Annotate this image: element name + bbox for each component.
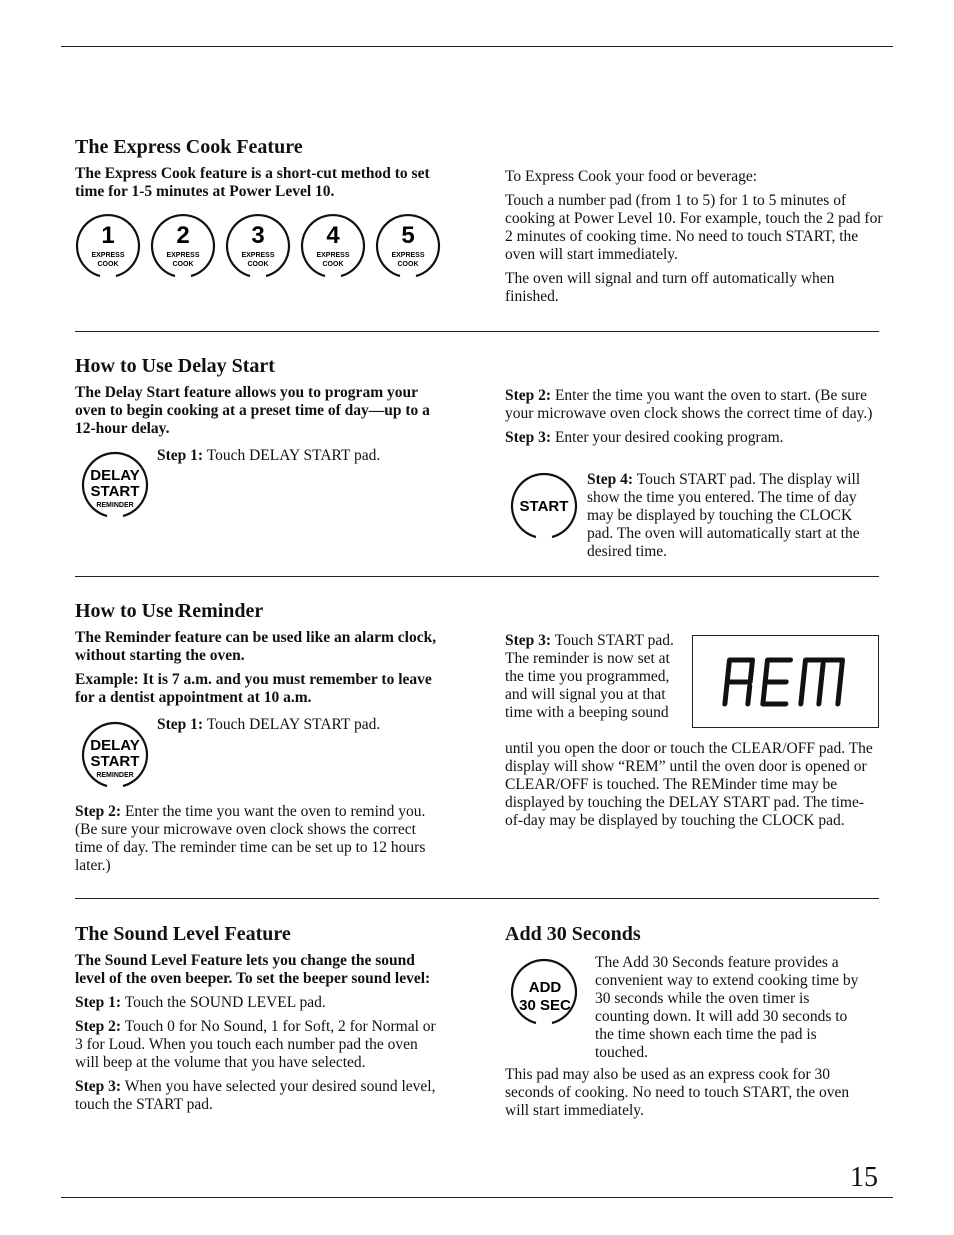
delay-step4: [587, 471, 879, 567]
express-cook-pad-2-icon: [150, 213, 216, 279]
express-pad-line1: EXPRESS: [241, 252, 275, 259]
start-pad-label: START: [519, 498, 569, 515]
add30-pad-icon: [510, 958, 578, 1026]
reminder-left: [75, 599, 437, 713]
delay-start-pad-icon: [81, 451, 149, 519]
express-pad-line2: COOK: [97, 261, 119, 268]
page-number: 15: [850, 1162, 878, 1193]
express-right-p2: Touch a number pad (from 1 to 5) for 1 to 5 minutes of cooking at Power Level 10. For example, touch the 2 pad for 2 minutes of cooking time. No need to touch START, the oven will start immediately.: [505, 192, 883, 263]
rem-display-digits: [693, 636, 878, 727]
sound-step1-text: Touch the SOUND LEVEL pad.: [124, 994, 326, 1011]
express-pad-number: 3: [251, 222, 265, 249]
express-pad-line2: COOK: [247, 261, 269, 268]
delay-step3-text: Enter your desired cooking program.: [554, 429, 784, 446]
express-pad-line1: EXPRESS: [316, 252, 350, 259]
add30-p1-wrap: [595, 954, 865, 1062]
express-pad-number: 2: [176, 222, 190, 249]
reminder-title: How to Use Reminder: [75, 600, 264, 622]
delay-step1-label: Step 1:: [157, 447, 204, 464]
add30-p2-wrap: [505, 1066, 865, 1126]
delay-step1: [157, 447, 457, 471]
rem-display: [692, 635, 879, 728]
add30-title: Add 30 Seconds: [505, 923, 641, 945]
reminder-step3-b: [505, 740, 881, 836]
start-pad: [510, 472, 578, 545]
reminder-step3-text-a: Touch START pad. The reminder is now set at the time you programmed, and will signal you at that time with a beeping sound: [505, 632, 674, 721]
reminder-delay-start-pad-icon: [81, 721, 149, 789]
express-cook-pad-1-icon: [75, 213, 141, 279]
express-pad-line2: COOK: [172, 261, 194, 268]
reminder-delay-start-pad: [81, 721, 149, 794]
delay-pad-line1: DELAY: [90, 467, 140, 484]
add30-p2: This pad may also be used as an express cook for 30 seconds of cooking. No need to touch START, the oven will start immediately.: [505, 1066, 850, 1119]
add30-p1: The Add 30 Seconds feature provides a convenient way to extend cooking time by 30 seconds while the oven timer is counting down. It will add 30 seconds to the time shown each time the pad is touched.: [595, 954, 859, 1061]
delay-step1-text: Touch DELAY START pad.: [206, 447, 381, 464]
express-pad-number: 4: [326, 222, 340, 249]
reminder-step2: [75, 803, 441, 881]
reminder-step1-text: Touch DELAY START pad.: [206, 716, 381, 733]
sound-left: [75, 922, 443, 1120]
express-pad-line1: EXPRESS: [391, 252, 425, 259]
top-rule: [61, 46, 893, 47]
delay-start-pad: [81, 451, 149, 524]
delay-intro: The Delay Start feature allows you to program your oven to begin cooking at a preset time of day—up to a 12-hour delay.: [75, 384, 430, 437]
express-cook-pad-3-icon: [225, 213, 291, 279]
reminder-step2-label: Step 2:: [75, 803, 122, 820]
reminder-pad-line3: REMINDER: [96, 772, 134, 779]
express-pad-row: [75, 213, 455, 279]
reminder-step3-a: [505, 632, 680, 722]
reminder-example: Example: It is 7 a.m. and you must remember to leave for a dentist appointment at 10 a.m.: [75, 671, 432, 706]
start-pad-icon: [510, 472, 578, 540]
sound-title: The Sound Level Feature: [75, 923, 291, 945]
sound-step1-label: Step 1:: [75, 994, 122, 1011]
delay-step4-text: Touch START pad. The display will show the time you entered. The time of day may be displayed by touching the CLOCK pad. The oven will automatically start at the desired time.: [587, 471, 861, 560]
sound-step2-text: Touch 0 for No Sound, 1 for Soft, 2 for Normal or 3 for Loud. When you touch each number pad the oven will beep at the volume that you have selected.: [75, 1018, 436, 1071]
express-intro: The Express Cook feature is a short-cut method to set time for 1-5 minutes at Power Level 10.: [75, 165, 430, 200]
sound-step2-label: Step 2:: [75, 1018, 122, 1035]
express-right: [505, 168, 883, 312]
reminder-step1: [157, 716, 457, 740]
express-pad-number: 5: [401, 222, 415, 249]
reminder-pad-line2: START: [90, 753, 140, 770]
add30-title-wrap: [505, 922, 883, 946]
sound-step3-text: When you have selected your desired sound level, touch the START pad.: [75, 1078, 436, 1113]
delay-step2-label: Step 2:: [505, 387, 552, 404]
reminder-step3-label: Step 3:: [505, 632, 552, 649]
express-right-p3: The oven will signal and turn off automatically when finished.: [505, 270, 835, 305]
express-cook-pad-4-icon: [300, 213, 366, 279]
delay-step2-text: Enter the time you want the oven to start. (Be sure your microwave oven clock shows the correct time of day.): [505, 387, 873, 422]
express-pad-line1: EXPRESS: [166, 252, 200, 259]
delay-step3-label: Step 3:: [505, 429, 552, 446]
delay-right: [505, 387, 883, 453]
express-right-p1: To Express Cook your food or beverage:: [505, 168, 758, 185]
sound-intro: The Sound Level Feature lets you change the sound level of the oven beeper. To set the beeper sound level:: [75, 952, 431, 987]
express-pad-line2: COOK: [322, 261, 344, 268]
section-divider-1: [75, 331, 879, 332]
delay-title: How to Use Delay Start: [75, 355, 275, 377]
add30-pad-line1: ADD: [528, 979, 562, 996]
delay-step4-label: Step 4:: [587, 471, 634, 488]
reminder-intro: The Reminder feature can be used like an alarm clock, without starting the oven.: [75, 629, 437, 664]
sound-step3-label: Step 3:: [75, 1078, 122, 1095]
bottom-rule: [61, 1197, 893, 1198]
express-title: The Express Cook Feature: [75, 136, 303, 158]
express-cook-pad-5-icon: [375, 213, 441, 279]
delay-left: [75, 354, 435, 444]
express-pad-line1: EXPRESS: [91, 252, 125, 259]
delay-pad-line2: START: [90, 483, 140, 500]
reminder-step2-text: Enter the time you want the oven to remind you. (Be sure your microwave oven clock shows the correct time of day. The reminder time can be set up to 12 hours later.): [75, 803, 426, 874]
section-divider-3: [75, 898, 879, 899]
add30-pad-line2: 30 SEC: [519, 997, 571, 1014]
express-pad-line2: COOK: [397, 261, 419, 268]
section-divider-2: [75, 576, 879, 577]
reminder-step3-text-b: until you open the door or touch the CLEAR/OFF pad. The display will show “REM” until the oven door is opened or CLEAR/OFF is touched. The REMinder time may be displayed by touching the DELAY START pad. The time-of-day may be displayed by touching the CLOCK pad.: [505, 740, 873, 829]
delay-pad-line3: REMINDER: [96, 502, 134, 509]
express-left: [75, 135, 455, 279]
add30-pad: [510, 958, 578, 1031]
reminder-pad-line1: DELAY: [90, 737, 140, 754]
reminder-step1-label: Step 1:: [157, 716, 204, 733]
express-pad-number: 1: [101, 222, 115, 249]
